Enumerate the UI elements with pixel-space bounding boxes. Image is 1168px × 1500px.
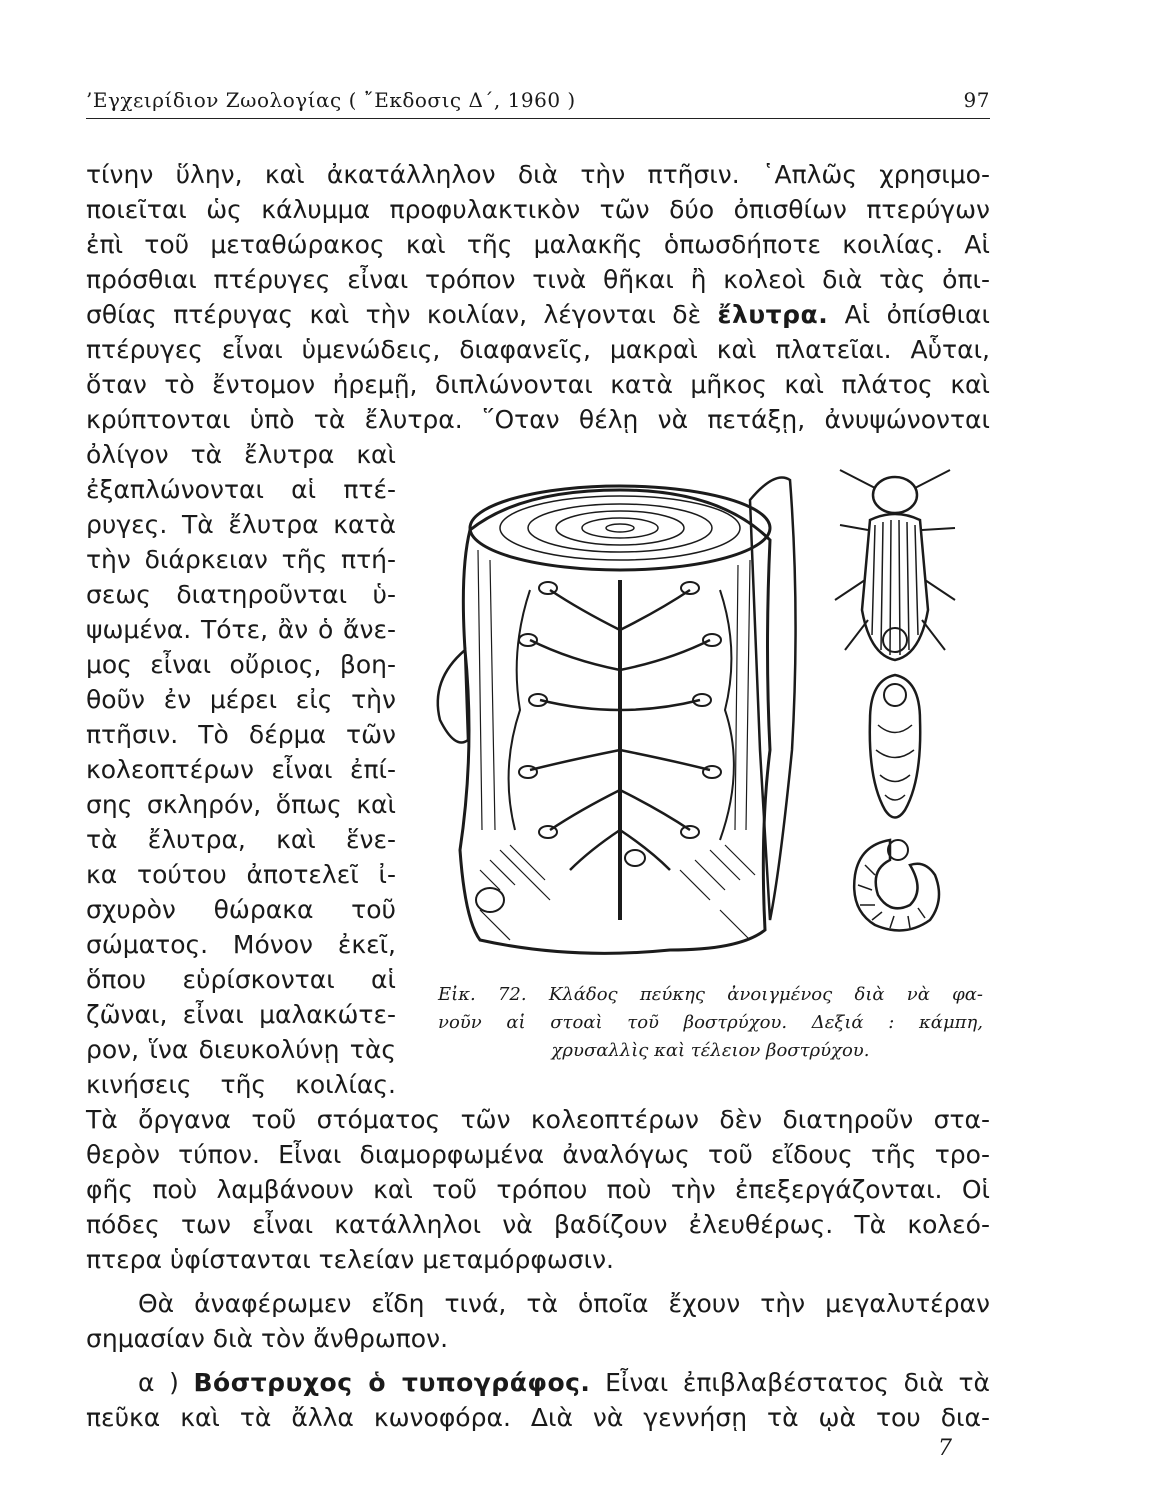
illustration — [420, 450, 990, 970]
text-line: ὀλίγον τὰ ἔλυτρα καὶ — [86, 440, 396, 469]
text-line: πόδες των εἶναι κατάλληλοι νὰ βαδίζουν ἐλευθέρως. Τὰ κολεό- — [86, 1210, 990, 1239]
text-line: τὰ ἔλυτρα, καὶ ἕνε- — [86, 825, 396, 854]
adult-beetle-illustration — [835, 470, 955, 660]
text-line: τίνην ὕλην, καὶ ἀκατάλληλον διὰ τὴν πτῆσιν. ῾Απλῶς χρησιμο- — [86, 160, 990, 189]
text-line: σεως διατηροῦνται ὑ- — [86, 580, 396, 609]
text-run: Αἱ ὀπίσθιαι — [844, 300, 990, 329]
text-line-with-term — [86, 1366, 990, 1400]
text-run: σθίας πτέρυγας καὶ τὴν κοιλίαν, λέγονται δὲ — [86, 300, 702, 329]
text-line: φῆς ποὺ λαμβάνουν καὶ τοῦ τρόπου ποὺ τὴν ἐπεξεργάζονται. Οἱ — [86, 1175, 990, 1204]
text-line-with-term — [86, 298, 990, 332]
text-line: πρόσθιαι πτέρυγες εἶναι τρόπον τινὰ θῆκαι ἢ κολεοὶ διὰ τὰς ὀπι- — [86, 265, 990, 294]
text-line: κινήσεις τῆς κοιλίας. — [86, 1070, 396, 1099]
text-line: σης σκληρόν, ὅπως καὶ — [86, 790, 396, 819]
text-line: ἐξαπλώνονται αἱ πτέ- — [86, 475, 396, 504]
header-title: ’Εγχειρίδιον Ζωολογίας ( ῎Εκδοσις Δ΄, 1960 ) — [86, 88, 576, 112]
text-line: κρύπτονται ὑπὸ τὰ ἔλυτρα. ῞Οταν θέλῃ νὰ πετάξῃ, ἀνυψώνονται — [86, 405, 990, 434]
text-line: σώματος. Μόνον ἐκεῖ, — [86, 930, 396, 959]
list-label: α ) — [138, 1368, 179, 1397]
text-line: θερὸν τύπον. Εἶναι διαμορφωμένα ἀναλόγως τοῦ εἴδους τῆς τρο- — [86, 1140, 990, 1169]
text-line: Τὰ ὄργανα τοῦ στόματος τῶν κολεοπτέρων δὲν διατηροῦν στα- — [86, 1105, 990, 1134]
text-line: σημασίαν διὰ τὸν ἄνθρωπον. — [86, 1324, 449, 1353]
text-line: σχυρὸν θώρακα τοῦ — [86, 895, 396, 924]
text-line: θοῦν ἐν μέρει εἰς τὴν — [86, 685, 396, 714]
text-line: κα τούτου ἀποτελεῖ ἰ- — [86, 860, 396, 889]
text-line: τὴν διάρκειαν τῆς πτή- — [86, 545, 396, 574]
text-line: ρον, ἵνα διευκολύνῃ τὰς — [86, 1035, 396, 1064]
figure-pine-branch-bark-beetle — [420, 450, 990, 970]
text-line: ἐπὶ τοῦ μεταθώρακος καὶ τῆς μαλακῆς ὁπωσδήποτε κοιλίας. Αἱ — [86, 230, 990, 259]
text-line: μος εἶναι οὔριος, βοη- — [86, 650, 396, 679]
bold-term-bark-beetle: Βόστρυχος ὁ τυπογράφος. — [193, 1368, 591, 1397]
text-line: ζῶναι, εἶναι μαλακώτε- — [86, 1000, 396, 1029]
text-line: πτερα ὑφίστανται τελείαν μεταμόρφωσιν. — [86, 1245, 614, 1274]
text-line: πτῆσιν. Τὸ δέρμα τῶν — [86, 720, 396, 749]
text-run: Εἶναι ἐπιβλαβέστατος διὰ τὰ — [605, 1368, 990, 1397]
text-line: ὅπου εὑρίσκονται αἱ — [86, 965, 396, 994]
text-line: ψωμένα. Τότε, ἂν ὁ ἄνε- — [86, 615, 396, 644]
pupa-illustration — [870, 675, 920, 818]
page-number: 97 — [963, 88, 990, 112]
figure-caption-line: Εἰκ. 72. Κλάδος πεύκης ἀνοιγμένος διὰ νὰ φα- — [438, 984, 983, 1005]
text-line: πεῦκα καὶ τὰ ἄλλα κωνοφόρα. Διὰ νὰ γεννήσῃ τὰ ῳὰ του δια- — [86, 1403, 990, 1432]
signature-mark: 7 — [938, 1436, 952, 1461]
pine-branch-illustration — [438, 478, 796, 954]
figure-caption-line: νοῦν αἱ στοαὶ τοῦ βοστρύχου. Δεξιά : κάμπη, — [438, 1012, 983, 1033]
running-header — [86, 84, 990, 119]
bold-term-elytra: ἔλυτρα. — [717, 300, 829, 329]
larva-illustration — [854, 840, 939, 930]
text-line: ποιεῖται ὡς κάλυμμα προφυλακτικὸν τῶν δύο ὀπισθίων πτερύγων — [86, 195, 990, 224]
text-line: ρυγες. Τὰ ἔλυτρα κατὰ — [86, 510, 396, 539]
text-line: Θὰ ἀναφέρωμεν εἴδη τινά, τὰ ὁποῖα ἔχουν τὴν μεγαλυτέραν — [138, 1289, 990, 1318]
figure-caption-line: χρυσαλλὶς καὶ τέλειον βοστρύχου. — [551, 1040, 870, 1061]
text-line: ὅταν τὸ ἔντομον ἠρεμῇ, διπλώνονται κατὰ μῆκος καὶ πλάτος καὶ — [86, 370, 990, 399]
text-line: κολεοπτέρων εἶναι ἐπί- — [86, 755, 396, 784]
text-line: πτέρυγες εἶναι ὑμενώδεις, διαφανεῖς, μακραὶ καὶ πλατεῖαι. Αὗται, — [86, 335, 990, 364]
